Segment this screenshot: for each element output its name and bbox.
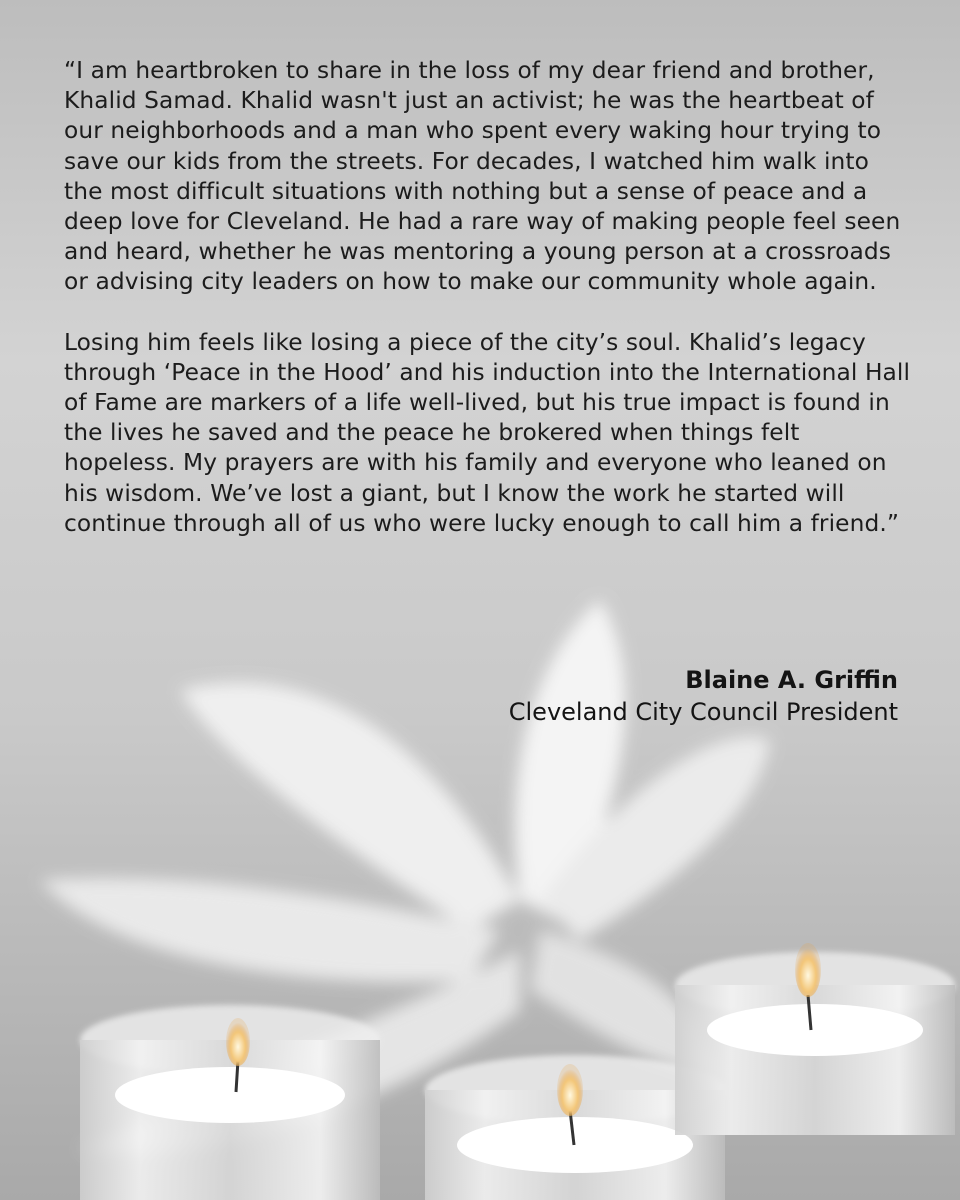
statement-paragraph-1: “I am heartbroken to share in the loss of my dear friend and brother, Khalid Samad. Khalid wasn't just an activist; he was the heartbeat of our neighborhoods and a man who spent every waking hour trying to save our kids from the streets. For decades, I watched him walk into the most difficult situations with nothing but a sense of peace and a deep love for Cleveland. He had a rare way of making people feel seen and heard, whether he was mentoring a young person at a crossroads or advising city leaders on how to make our community whole again. — [64, 57, 901, 296]
author-title: Cleveland City Council President — [508, 698, 898, 726]
author-name: Blaine A. Griffin — [685, 666, 898, 694]
candle-left — [80, 1005, 380, 1200]
attribution — [509, 664, 898, 728]
candle-right — [675, 943, 955, 1135]
memorial-statement — [64, 56, 914, 539]
statement-paragraph-2: Losing him feels like losing a piece of the city’s soul. Khalid’s legacy through ‘Peace in the Hood’ and his induction into the International Hall of Fame are markers of a life well-lived, but his true impact is found in the lives he saved and the peace he brokered when things felt hopeless. My prayers are with his family and everyone who leaned on his wisdom. We’ve lost a giant, but I know the work he started will continue through all of us who were lucky enough to call him a friend.” — [64, 328, 911, 537]
